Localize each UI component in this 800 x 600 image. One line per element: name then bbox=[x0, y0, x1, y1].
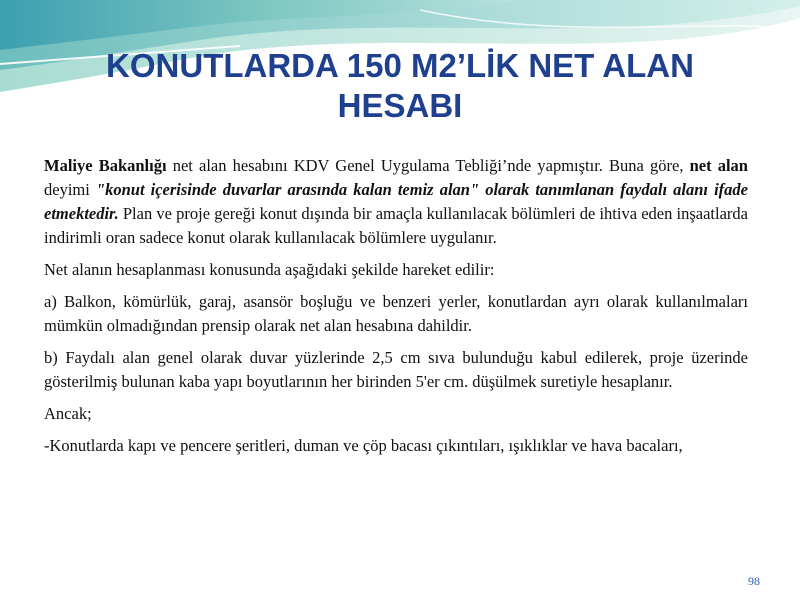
page-number: 98 bbox=[748, 574, 760, 588]
text: net alan hesabını KDV Genel Uygulama Tebliği’nde yapmıştır. Buna göre, bbox=[166, 156, 690, 175]
paragraph-intro: Net alanın hesaplanması konusunda aşağıdaki şekilde hareket edilir: bbox=[44, 260, 495, 279]
text-bold: net alan bbox=[689, 156, 748, 175]
paragraph-item-b: b) Faydalı alan genel olarak duvar yüzlerinde 2,5 cm sıva bulunduğu kabul edilerek, proje üzerinde gösterilmiş bulunan kaba yapı boyutlarının her birinden 5'er cm. düşülmek suretiyle hesaplanır. bbox=[44, 348, 748, 391]
title-line-2: HESABI bbox=[337, 87, 463, 124]
text-bold-italic: "konut içerisinde duvarlar arasında kalan temiz alan" olarak tanımlanan faydalı alanı ifade etmektedir. bbox=[44, 180, 749, 223]
text-bold: Maliye Bakanlığı bbox=[44, 156, 167, 175]
title-line-1: KONUTLARDA 150 M2’LİK NET ALAN bbox=[106, 47, 694, 84]
paragraph-item-a: a) Balkon, kömürlük, garaj, asansör boşluğu ve benzeri yerler, konutlardan ayrı olarak kullanılmaları mümkün olmadığından prensip olarak net alan hesabına dahildir. bbox=[44, 292, 748, 335]
paragraph-definition bbox=[44, 154, 748, 250]
slide-title bbox=[0, 46, 800, 126]
slide-body bbox=[44, 154, 748, 466]
text: deyimi bbox=[44, 180, 96, 199]
paragraph-exceptions: -Konutlarda kapı ve pencere şeritleri, duman ve çöp bacası çıkıntıları, ışıklıklar ve hava bacaları, bbox=[44, 436, 683, 455]
paragraph-however: Ancak; bbox=[44, 404, 92, 423]
text: Plan ve proje gereği konut dışında bir amaçla kullanılacak bölümleri de ihtiva eden inşaatlarda indirimli oran sadece konut olarak kullanılacak bölümlere uygulanır. bbox=[44, 204, 748, 247]
